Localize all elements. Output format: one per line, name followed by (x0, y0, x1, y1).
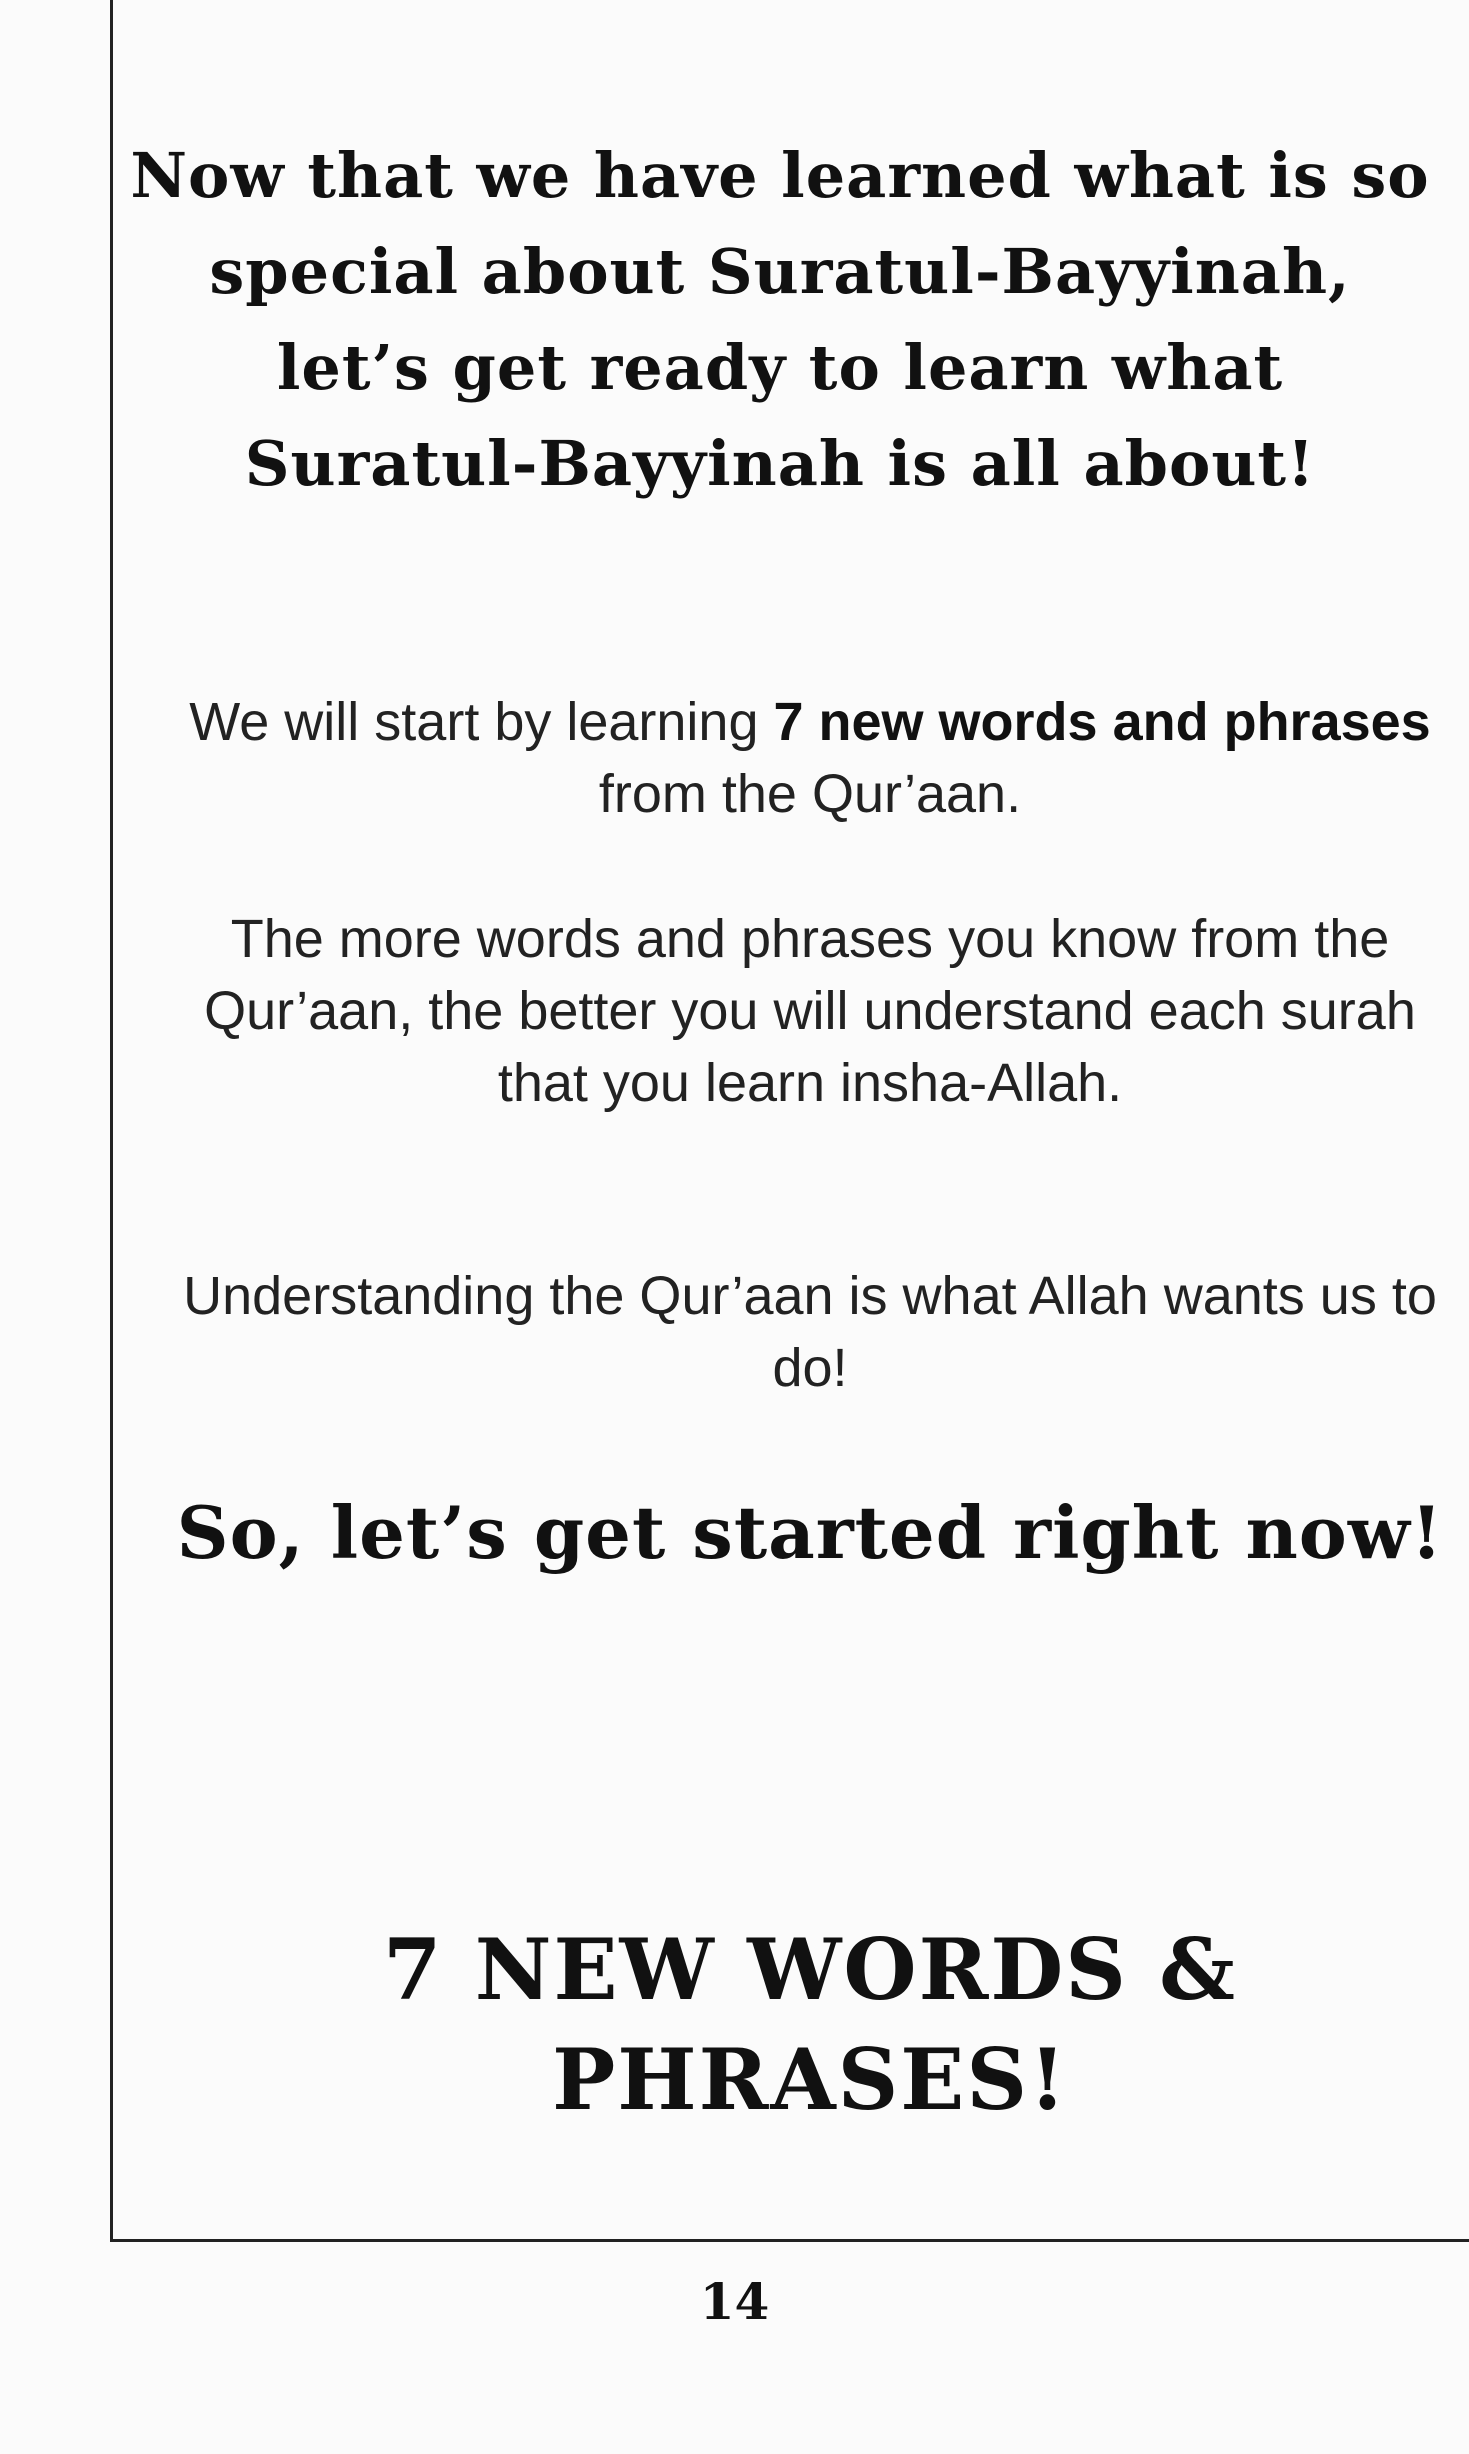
intro-paragraph-emphasis: 7 new words and phrases (773, 692, 1431, 752)
intro-heading: Now that we have learned what is so special about Suratul-Bayyinah, let’s get ready to learn what Suratul-Bayyinah is all about! (130, 139, 1430, 500)
section-title: 7 NEW WORDS & PHRASES! (383, 1920, 1237, 2129)
start-heading: So, let’s get started right now! (176, 1490, 1444, 1575)
intro-paragraph-start: We will start by learning (189, 692, 774, 752)
intro-paragraph (160, 686, 1460, 830)
benefit-paragraph: The more words and phrases you know from the Qur’aan, the better you will understand each surah that you learn insha-Allah. (204, 909, 1416, 1113)
purpose-paragraph: Understanding the Qur’aan is what Allah wants us to do! (183, 1266, 1437, 1398)
page-number: 14 (699, 2272, 770, 2331)
intro-paragraph-end: from the Qur’aan. (598, 764, 1022, 824)
